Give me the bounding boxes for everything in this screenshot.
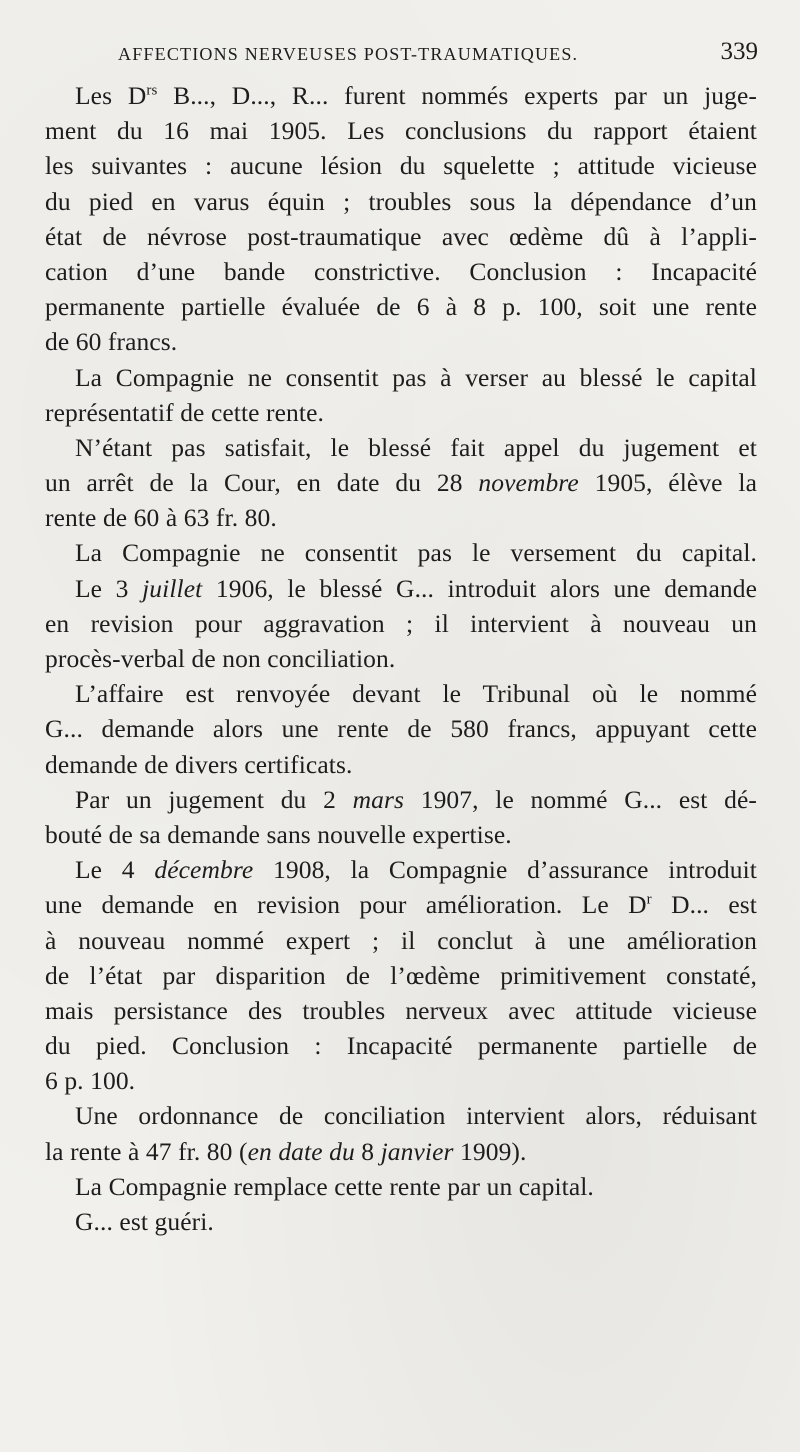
text-segment: 1907, le nommé G... est dé-	[404, 784, 757, 814]
text-line	[45, 78, 757, 113]
text-line	[45, 148, 757, 183]
text-segment: représentatif de cette rente.	[45, 397, 324, 427]
italic-text: juillet	[142, 573, 203, 603]
text-line	[45, 324, 757, 359]
text-line	[45, 430, 757, 465]
italic-text: décembre	[154, 855, 254, 885]
page-number: 339	[720, 38, 758, 65]
text-segment: les suivantes : aucune lésion du squelette ; attitude vicieuse	[45, 151, 757, 181]
text-line	[45, 993, 757, 1028]
superscript-text: rs	[146, 82, 158, 99]
text-line	[45, 887, 757, 922]
text-segment: un arrêt de la Cour, en date du 28	[45, 468, 479, 498]
running-head	[118, 38, 758, 72]
text-line	[45, 360, 757, 395]
text-line	[45, 852, 757, 887]
text-segment: B..., D..., R... furent nommés experts par un juge-	[157, 81, 757, 110]
text-line	[45, 395, 757, 430]
body-text	[45, 78, 757, 1239]
text-line	[45, 958, 757, 993]
text-segment: de l’état par disparition de l’œdème primitivement constaté,	[45, 960, 757, 990]
text-segment: La Compagnie ne consentit pas à verser au blessé le capital	[75, 362, 757, 392]
text-segment: à nouveau nommé expert ; il conclut à une amélioration	[45, 925, 757, 955]
text-segment: la rente à 47 fr. 80 (	[45, 1136, 248, 1166]
text-segment: G... demande alors une rente de 580 francs, appuyant cette	[45, 714, 757, 744]
text-segment: 1906, le blessé G... introduit alors une demande	[202, 573, 757, 603]
text-segment: La Compagnie ne consentit pas le versement du capital.	[75, 538, 757, 568]
text-line	[45, 465, 757, 500]
text-segment: Les D	[75, 81, 147, 110]
text-segment: du pied en varus équin ; troubles sous la dépendance d’un	[45, 186, 757, 216]
text-segment: rente de 60 à 63 fr. 80.	[45, 503, 277, 533]
text-line	[45, 1098, 757, 1133]
text-line	[45, 606, 757, 641]
text-line	[45, 1063, 757, 1098]
text-segment: bouté de sa demande sans nouvelle expertise.	[45, 819, 512, 849]
italic-text: janvier	[380, 1136, 454, 1166]
italic-text: en date du	[247, 1136, 355, 1166]
text-segment: D... est	[651, 890, 757, 920]
text-line	[45, 535, 757, 570]
text-segment: 1909).	[453, 1136, 527, 1166]
text-segment: du pied. Conclusion : Incapacité permanente partielle de	[45, 1031, 757, 1061]
text-line	[45, 923, 757, 958]
text-line	[45, 254, 757, 289]
text-line	[45, 1204, 757, 1239]
text-line	[45, 1028, 757, 1063]
text-segment: Le 3	[75, 573, 143, 603]
text-line	[45, 747, 757, 782]
text-segment: procès-verbal de non conciliation.	[45, 644, 396, 673]
text-segment: état de névrose post-traumatique avec œdème dû à l’appli-	[45, 221, 757, 251]
text-segment: Une ordonnance de conciliation intervient alors, réduisant	[75, 1101, 757, 1131]
text-segment: cation d’une bande constrictive. Conclusion : Incapacité	[45, 256, 757, 286]
text-segment: 8	[354, 1136, 381, 1166]
text-segment: La Compagnie remplace cette rente par un capital.	[75, 1171, 594, 1201]
text-segment: une demande en revision pour amélioration. Le D	[45, 890, 647, 920]
text-segment: permanente partielle évaluée de 6 à 8 p. 100, soit une rente	[45, 292, 757, 322]
text-segment: de 60 francs.	[45, 327, 178, 357]
text-segment: en revision pour aggravation ; il intervient à nouveau un	[45, 608, 757, 638]
text-line	[45, 641, 757, 676]
text-line	[45, 113, 757, 148]
text-segment: Par un jugement du 2	[75, 784, 353, 814]
italic-text: mars	[352, 784, 405, 814]
text-line	[45, 500, 757, 535]
text-line	[45, 676, 757, 711]
running-title: AFFECTIONS NERVEUSES POST-TRAUMATIQUES.	[118, 44, 579, 64]
text-line	[45, 184, 757, 219]
superscript-text: r	[646, 891, 652, 908]
italic-text: novembre	[478, 468, 579, 498]
text-segment: demande de divers certificats.	[45, 749, 353, 779]
text-segment: 6 p. 100.	[45, 1066, 136, 1096]
text-line	[45, 571, 757, 606]
text-segment: L’affaire est renvoyée devant le Tribunal où le nommé	[75, 679, 757, 709]
text-segment: Le 4	[75, 855, 155, 885]
text-line	[45, 289, 757, 324]
text-line	[45, 782, 757, 817]
text-segment: G... est guéri.	[75, 1207, 214, 1236]
text-line	[45, 711, 757, 746]
text-segment: N’étant pas satisfait, le blessé fait appel du jugement et	[75, 432, 757, 462]
text-segment: 1908, la Compagnie d’assurance introduit	[253, 855, 757, 885]
text-segment: mais persistance des troubles nerveux avec attitude vicieuse	[45, 995, 757, 1025]
text-line	[45, 1134, 757, 1169]
text-segment: 1905, élève la	[578, 468, 757, 498]
text-segment: ment du 16 mai 1905. Les conclusions du rapport étaient	[45, 116, 757, 146]
text-line	[45, 219, 757, 254]
text-line	[45, 1169, 757, 1204]
text-line	[45, 817, 757, 852]
